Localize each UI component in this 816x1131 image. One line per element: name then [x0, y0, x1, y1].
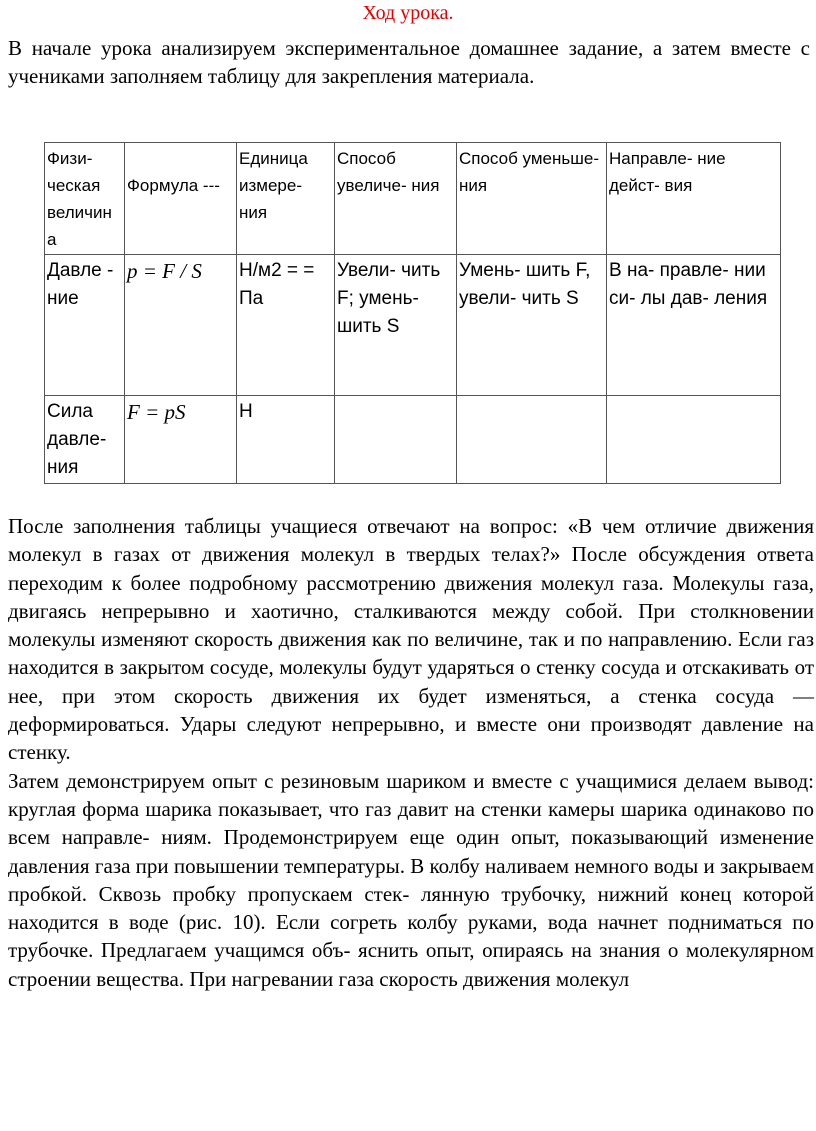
header-quantity: Физи- ческая величин а	[45, 143, 125, 255]
summary-table	[44, 142, 781, 484]
cell-formula: p = F / S	[125, 255, 237, 396]
cell-formula: F = pS	[125, 396, 237, 484]
cell-quantity: Давле - ние	[45, 255, 125, 396]
header-unit: Единица измере- ния	[237, 143, 335, 255]
cell-decrease: Умень- шить F, увели- чить S	[457, 255, 607, 396]
cell-increase	[335, 396, 457, 484]
cell-increase: Увели- чить F; умень- шить S	[335, 255, 457, 396]
cell-quantity: Сила давле- ния	[45, 396, 125, 484]
intro-paragraph: В начале урока анализируем экспериментальное домашнее задание, а затем вместе с учениками заполняем таблицу для закрепления материала.	[8, 36, 810, 88]
table-header-row	[45, 143, 781, 255]
header-decrease: Способ уменьше- ния	[457, 143, 607, 255]
table-row	[45, 255, 781, 396]
cell-unit: Н/м2 = = Па	[237, 255, 335, 396]
header-increase: Способ увеличе- ния	[335, 143, 457, 255]
paragraph-experiments: Затем демонстрируем опыт с резиновым шариком и вместе с учащимися делаем вывод: круглая форма шарика показывает, что газ давит на стенки камеры шарика одинаково по всем направле- ниям. Продемонстрируем еще один опыт, показывающий изменение давления газа при повышении температуры. В колбу наливаем немного воды и закрываем пробкой. Сквозь пробку пропускаем стек- лянную трубочку, нижний конец которой находится в воде (рис. 10). Если согреть колбу руками, вода начнет подниматься по трубочке. Предлагаем учащимся объ- яснить опыт, опираясь на знания о молекулярном строении вещества. При нагревании газа скорость движения молекул	[8, 768, 814, 991]
header-formula: Формула ---	[125, 143, 237, 255]
table-row	[45, 396, 781, 484]
main-text	[8, 512, 814, 993]
lesson-title: Ход урока.	[362, 2, 454, 24]
header-direction: Направле- ние дейст- вия	[607, 143, 781, 255]
cell-decrease	[457, 396, 607, 484]
paragraph-molecules: После заполнения таблицы учащиеся отвечают на вопрос: «В чем отличие движения молекул в газах от движения молекул в твердых телах?» После обсуждения ответа переходим к более подробному рассмотрению движения молекул газа. Молекулы газа, двигаясь непрерывно и хаотично, сталкиваются между собой. При столкновении молекулы изменяют скорость движения как по величине, так и по направлению. Если газ находится в закрытом сосуде, молекулы будут ударяться о стенку сосуда и отскакивать от нее, при этом скорость движения их будет изменяться, а стенка сосуда — деформироваться. Удары следуют непрерывно, и вместе они производят давление на стенку.	[8, 514, 814, 765]
cell-unit: Н	[237, 396, 335, 484]
cell-direction: В на- правле- нии си- лы дав- ления	[607, 255, 781, 396]
cell-direction	[607, 396, 781, 484]
